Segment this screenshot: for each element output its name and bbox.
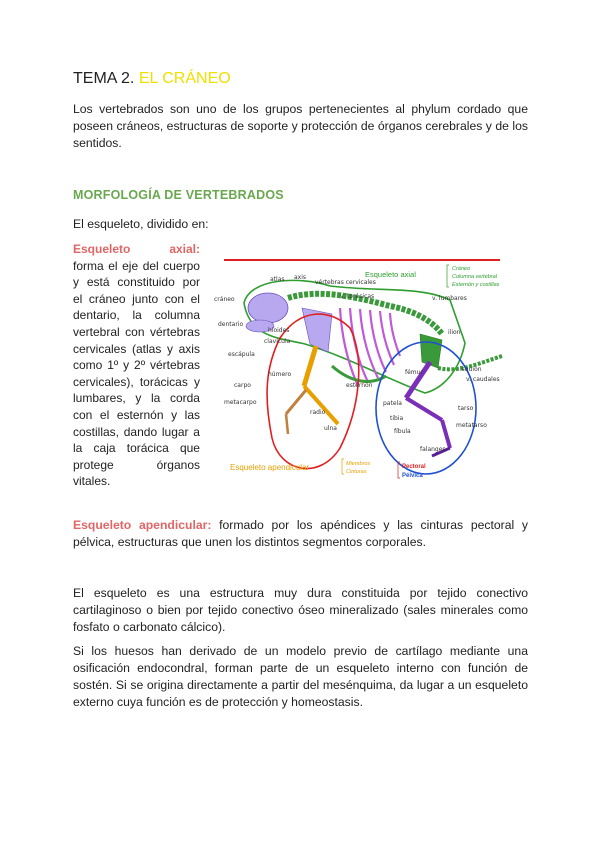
label-atlas: atlas — [270, 276, 285, 283]
word: eje — [122, 258, 139, 273]
word: órganos — [156, 457, 200, 472]
label-craneo: cráneo — [214, 296, 235, 303]
label-dentario: dentario — [218, 321, 244, 328]
title-accent: EL CRÁNEO — [138, 70, 231, 87]
label-humero: húmero — [268, 371, 292, 378]
apendicular-term: Esqueleto apendicular: — [73, 518, 212, 532]
word: la — [132, 308, 142, 323]
skeleton-figure — [210, 248, 522, 484]
label-fibula: fíbula — [394, 428, 411, 435]
word: dando — [123, 424, 158, 439]
word: el — [108, 258, 118, 273]
label-ulna: ulna — [324, 425, 337, 432]
apendicular-legend-title: Esqueleto apendicular — [230, 463, 310, 472]
pelvic-legend-item: Pélvica — [402, 473, 423, 479]
word: lumbares, — [73, 391, 126, 406]
page-title — [73, 70, 231, 88]
word: con — [73, 407, 93, 422]
label-metatarso: metatarso — [456, 422, 487, 429]
word: (atlas — [132, 341, 162, 356]
axial-line — [73, 274, 200, 291]
word: vertebral — [73, 324, 120, 339]
label-v-caudales: v. caudales — [466, 376, 500, 383]
skull-shape — [248, 293, 288, 323]
section-heading: MORFOLOGÍA DE VERTEBRADOS — [73, 188, 284, 202]
word: forma — [73, 258, 104, 273]
pectoral-legend-item: Pectoral — [402, 464, 426, 470]
humerus-shape — [304, 346, 316, 386]
word: cervicales — [73, 341, 127, 356]
word: vértebras — [149, 324, 200, 339]
skeleton-diagram — [210, 248, 522, 484]
word: torácica — [126, 441, 169, 456]
label-axis: axis — [294, 274, 307, 281]
axial-line — [73, 357, 200, 374]
label-clavicula: clavícula — [264, 338, 291, 345]
word: y — [73, 275, 79, 290]
label-ilion: ilion — [448, 329, 461, 336]
axial-line: vitales. — [73, 474, 111, 489]
axial-term — [73, 241, 200, 258]
word: como — [73, 358, 103, 373]
word: cuerpo — [163, 258, 200, 273]
label-hioides: hioides — [268, 327, 290, 334]
word: lugar — [161, 424, 189, 439]
axial-legend-item: Columna vertebral — [452, 274, 497, 280]
word: costillas, — [73, 424, 120, 439]
word: con — [164, 291, 185, 306]
word: dentario, — [73, 308, 120, 323]
word: cervicales), — [73, 374, 134, 389]
word: caja — [93, 441, 116, 456]
paragraph-3: El esqueleto es una estructura muy dura constituida por tejido conectivo cartilaginoso o bien por tejido conectivo óseo mineralizado (sales minerales como fosfato o carbonato cálcico). — [73, 586, 528, 634]
apendicular-text: formado por los apéndices y las cinturas pectoral y pélvica, estructuras que unen los distintos segmentos corporales. — [73, 518, 529, 549]
axial-term-word-2: axial: — [169, 242, 200, 256]
word: y — [171, 407, 178, 422]
axial-line — [73, 374, 200, 391]
word: vértebras — [149, 358, 200, 373]
word: esternón — [116, 407, 164, 422]
apendicular-legend-item: Miembros — [346, 461, 371, 467]
axial-line — [73, 390, 200, 407]
axial-line — [73, 424, 200, 441]
word: torácicas — [139, 374, 188, 389]
label-patela: patela — [383, 400, 402, 407]
axial-line — [73, 258, 200, 275]
paragraph-4: Si los huesos han derivado de un modelo previo de cartílago mediante una osificación endocondral, forman parte de un esqueleto interno con función de sostén. Si se origina directamente a partir del mesénquima, da lugar a un esqueleto externo cuya función es de protección y homeostasis. — [73, 644, 528, 709]
word: del — [142, 258, 159, 273]
word: la — [73, 441, 83, 456]
skeleton-intro: El esqueleto, dividido en: — [73, 217, 209, 231]
word: 2º — [134, 358, 146, 373]
axial-term-word-1: Esqueleto — [73, 242, 131, 256]
word: cráneo — [88, 291, 126, 306]
label-esternon: esternón — [346, 382, 373, 389]
axial-line — [73, 307, 200, 324]
word: que — [179, 441, 200, 456]
label-radio: radio — [310, 409, 326, 416]
word: 1º — [107, 358, 119, 373]
axial-line — [73, 324, 200, 341]
axial-line — [73, 291, 200, 308]
axial-description — [73, 241, 200, 490]
word: por — [182, 275, 200, 290]
apendicular-legend-item: Cinturas — [346, 469, 367, 475]
label-escapula: escápula — [228, 351, 255, 358]
word: corda — [169, 391, 200, 406]
word: y — [194, 374, 200, 389]
word: el — [190, 291, 200, 306]
label-isquion: isquion — [460, 366, 482, 373]
word: junto — [132, 291, 159, 306]
intro-paragraph: Los vertebrados son uno de los grupos pertenecientes al phylum cordado que poseen cráneos, estructuras de soporte y protección de órganos cerebrales y de los sentidos. — [73, 102, 528, 150]
word: está — [86, 275, 110, 290]
word: constituido — [117, 275, 175, 290]
word: y — [166, 341, 173, 356]
label-carpo: carpo — [234, 382, 251, 389]
word: columna — [154, 308, 200, 323]
label-metacarpo: metacarpo — [224, 399, 257, 406]
axial-legend-item: Esternón y costillas — [452, 282, 500, 288]
axial-line — [73, 457, 200, 474]
apendicular-paragraph — [73, 517, 528, 551]
label-v-toracicas: v. torácicas — [340, 293, 375, 300]
word: a — [193, 424, 200, 439]
word: el — [99, 407, 110, 422]
label-v-lumbares: v. lumbares — [432, 295, 467, 302]
label-falanges: falanges — [420, 446, 446, 453]
axial-line — [73, 407, 200, 424]
label-v-cervicales: vértebras cervicales — [315, 279, 376, 286]
word: la — [150, 391, 161, 406]
axial-legend-title: Esqueleto axial — [365, 270, 416, 279]
label-tarso: tarso — [458, 405, 474, 412]
axial-line — [73, 341, 200, 358]
word: y — [123, 358, 130, 373]
label-tibia: tibia — [390, 415, 404, 422]
axial-legend-item: Cráneo — [452, 266, 471, 272]
word: y — [135, 391, 142, 406]
label-femur: fémur — [405, 369, 423, 376]
ribs-shape — [340, 308, 400, 386]
axial-line — [73, 440, 200, 457]
word: las — [184, 407, 200, 422]
word: protege — [73, 457, 114, 472]
title-prefix: TEMA 2. — [73, 70, 135, 87]
word: con — [125, 324, 145, 339]
word: axis — [178, 341, 200, 356]
word: el — [73, 291, 83, 306]
